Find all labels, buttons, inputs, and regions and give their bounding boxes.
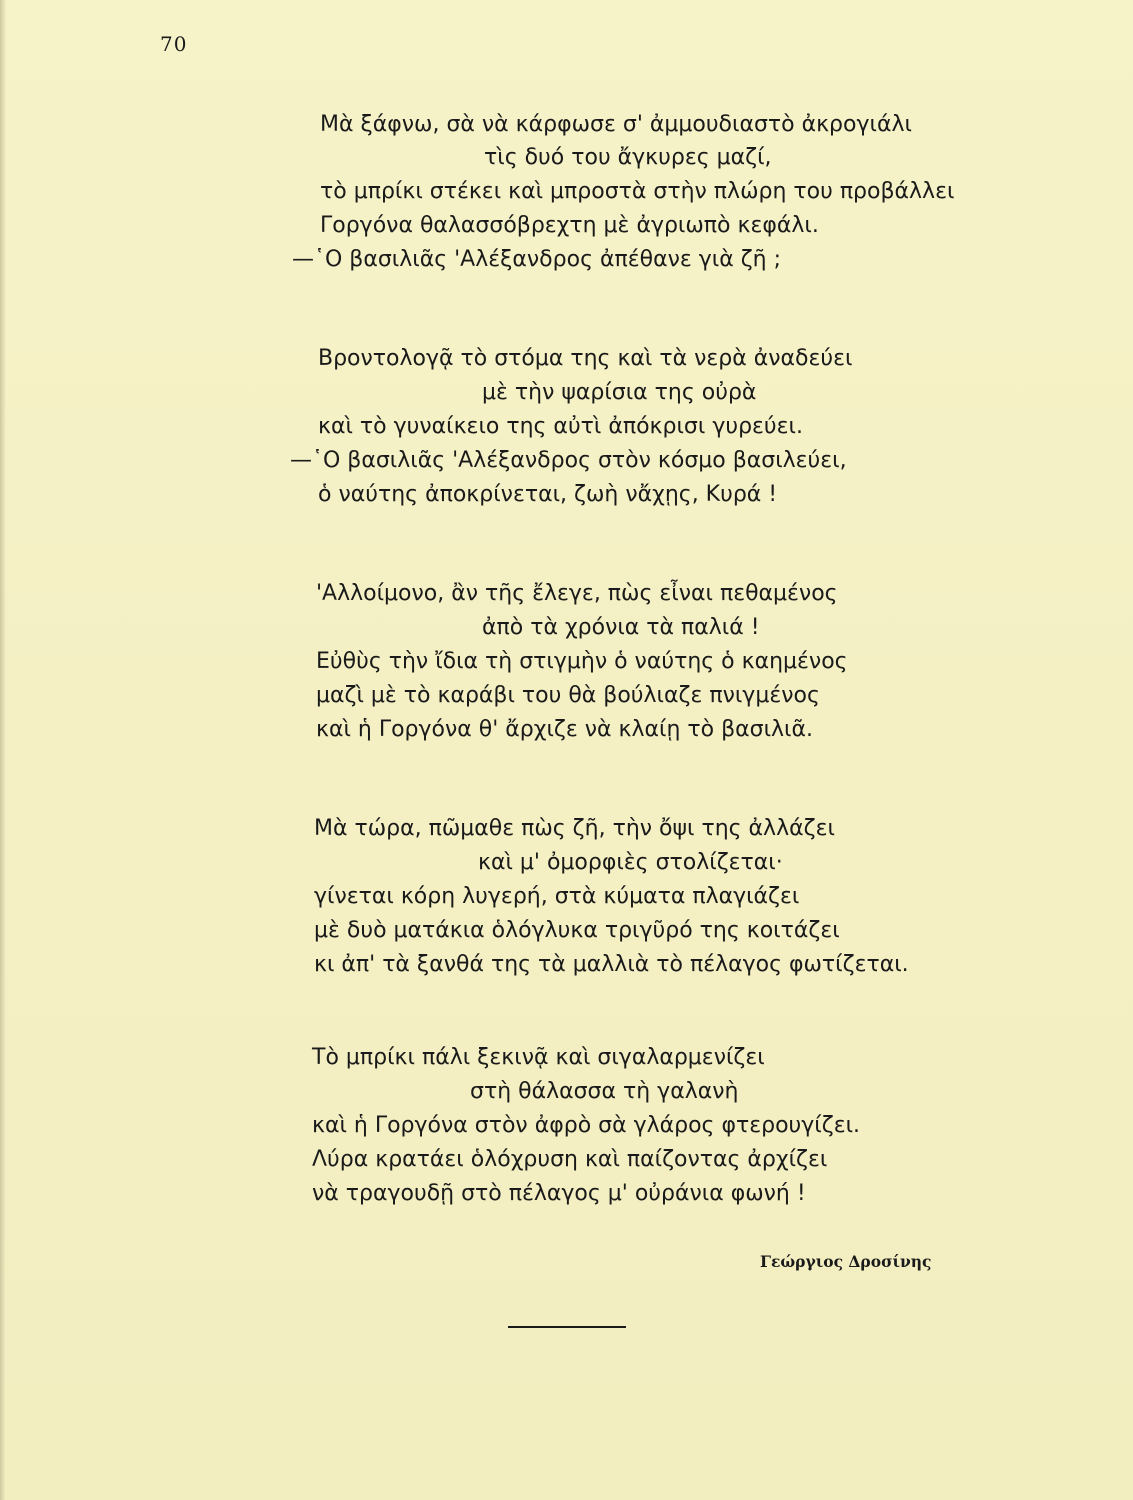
verse-line: Μὰ ξάφνω, σὰ νὰ κάρφωσε σ' ἀμμουδιαστὸ ἀκρογιάλι — [320, 112, 912, 137]
verse-line: κι ἀπ' τὰ ξανθά της τὰ μαλλιὰ τὸ πέλαγος φωτίζεται. — [314, 952, 909, 977]
verse-line: νὰ τραγουδῇ στὸ πέλαγος μ' οὐράνια φωνή ! — [312, 1181, 806, 1206]
verse-line: 'Αλλοίμονο, ἂν τῆς ἔλεγε, πὼς εἶναι πεθαμένος — [316, 581, 838, 606]
verse-line: καὶ ἡ Γοργόνα στὸν ἀφρὸ σὰ γλάρος φτερουγίζει. — [312, 1113, 861, 1138]
verse-line: γίνεται κόρη λυγερή, στὰ κύματα πλαγιάζει — [314, 884, 800, 909]
verse-line: τὸ μπρίκι στέκει καὶ μπροστὰ στὴν πλώρη του προβάλλει — [320, 179, 955, 204]
author-signature: Γεώργιος Δροσίνης — [760, 1252, 932, 1271]
verse-line: Λύρα κρατάει ὁλόχρυση καὶ παίζοντας ἀρχίζει — [312, 1147, 828, 1172]
verse-line: Μὰ τώρα, πῶμαθε πὼς ζῆ, τὴν ὄψι της ἀλλάζει — [314, 816, 835, 841]
verse-line: καὶ τὸ γυναίκειο της αὐτὶ ἀπόκρισι γυρεύει. — [318, 414, 803, 439]
verse-line: —῾Ο βασιλιᾶς 'Αλέξανδρος ἀπέθανε γιὰ ζῆ ; — [292, 247, 782, 272]
verse-line: Εὐθὺς τὴν ἴδια τὴ στιγμὴν ὁ ναύτης ὁ καημένος — [316, 649, 848, 674]
page-edge — [0, 0, 6, 1500]
verse-line: Βροντολογᾷ τὸ στόμα της καὶ τὰ νερὰ ἀναδεύει — [318, 346, 853, 371]
closing-rule — [508, 1326, 626, 1328]
verse-line: Γοργόνα θαλασσόβρεχτη μὲ ἀγριωπὸ κεφάλι. — [320, 213, 819, 238]
verse-line: μὲ δυὸ ματάκια ὁλόγλυκα τριγῦρό της κοιτάζει — [314, 918, 840, 943]
verse-line: ἀπὸ τὰ χρόνια τὰ παλιά ! — [482, 615, 760, 640]
verse-line: ὁ ναύτης ἀποκρίνεται, ζωὴ νἄχῃς, Κυρά ! — [318, 482, 778, 507]
verse-line: μὲ τὴν ψαρίσια της οὐρὰ — [482, 380, 757, 405]
page-number: 70 — [160, 32, 188, 56]
verse-line: καὶ ἡ Γοργόνα θ' ἄρχιζε νὰ κλαίῃ τὸ βασιλιᾶ. — [316, 717, 813, 742]
verse-line: καὶ μ' ὀμορφιὲς στολίζεται· — [478, 850, 783, 875]
verse-line: Τὸ μπρίκι πάλι ξεκινᾷ καὶ σιγαλαρμενίζει — [312, 1045, 765, 1070]
verse-line: μαζὶ μὲ τὸ καράβι του θὰ βούλιαζε πνιγμένος — [316, 683, 820, 708]
verse-line: στὴ θάλασσα τὴ γαλανὴ — [470, 1079, 739, 1104]
verse-line: —῾Ο βασιλιᾶς 'Αλέξανδρος στὸν κόσμο βασιλεύει, — [290, 448, 847, 473]
verse-line: τὶς δυό του ἄγκυρες μαζί, — [484, 145, 772, 170]
